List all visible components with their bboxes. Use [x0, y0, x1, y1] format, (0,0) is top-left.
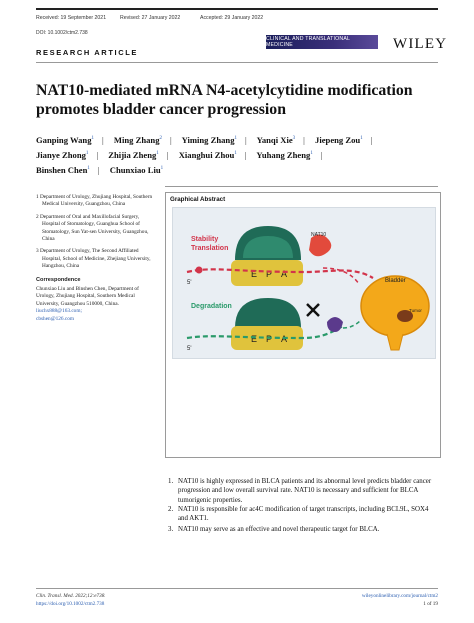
author-list — [36, 132, 438, 177]
svg-text:NAT10: NAT10 — [311, 232, 327, 238]
author-name[interactable]: Xianghui Zhou — [178, 149, 235, 160]
site-label: P — [266, 334, 273, 344]
key-point-text: NAT10 is responsible for ac4C modification of target transcripts, including BCL9L, SOX4 and AKT1. — [178, 506, 429, 523]
header-divider — [36, 62, 438, 63]
author-separator: | — [370, 134, 373, 145]
translation-label: Translation — [191, 245, 229, 252]
affiliation-2: 2 Department of Oral and Maxillofacial Surgery, Hospital of Stomatology, Guanghua School of Stomatology, Sun Yat-sen University, Guangzhou, China — [36, 213, 149, 243]
author-separator: | — [320, 149, 323, 160]
author-name[interactable]: Ganping Wang — [36, 134, 92, 145]
citation-text: Clin. Transl. Med. 2022;12:e738. — [36, 593, 106, 599]
key-point-text: NAT10 is highly expressed in BLCA patients and its abnormal level predicts bladder cancer progression and low overall survival rate. NAT10 is necessary and sufficient for BLCA tumorigenic properties. — [178, 478, 432, 504]
site-label: A — [281, 269, 288, 279]
graphical-abstract-illustration — [173, 208, 435, 358]
affiliation-marker: 1 — [360, 136, 363, 141]
affiliation-marker: 1 — [234, 136, 238, 141]
key-point-number: 1. — [168, 478, 174, 485]
affiliation-marker: 1 — [91, 136, 94, 141]
site-label: E — [251, 269, 258, 279]
key-point-number: 2. — [168, 506, 174, 513]
affiliations-column — [36, 194, 154, 323]
author-separator: | — [102, 134, 104, 145]
author-separator: | — [303, 134, 305, 145]
footer-divider — [36, 588, 438, 589]
author-name[interactable]: Jiepeng Zou — [315, 134, 361, 145]
author-name[interactable]: Yanqi Xie — [256, 134, 293, 145]
article-type: RESEARCH ARTICLE — [36, 48, 138, 57]
footer-right — [338, 592, 438, 608]
doi[interactable]: DOI: 10.1002/ctm2.738 — [36, 30, 88, 36]
affiliation-1: 1 Department of Urology, Zhujiang Hospital, Southern Medical University, Guangzhou, China — [36, 194, 153, 208]
accepted-date: Accepted: 29 January 2022 — [200, 15, 264, 21]
author-separator: | — [170, 134, 172, 145]
graphical-abstract-figure — [172, 207, 436, 359]
email-link-1[interactable]: liuchx888@163.com; — [36, 308, 82, 315]
email-link-2[interactable]: cbshen@126.com — [36, 315, 74, 322]
ac4c-mark-icon — [196, 267, 203, 274]
author-name[interactable]: Zhijia Zheng — [108, 149, 157, 160]
author-separator: | — [96, 149, 99, 160]
affiliation-marker: 1 — [85, 150, 89, 156]
tumor-label: Tumor — [409, 308, 422, 313]
footer-citation — [36, 592, 106, 608]
author-name[interactable]: Yiming Zhang — [181, 134, 235, 145]
key-point-text: NAT10 may serve as an effective and novel therapeutic target for BLCA. — [178, 526, 380, 533]
doi-link[interactable]: https://doi.org/10.1002/ctm2.738 — [36, 601, 105, 607]
affiliation-3: 3 Department of Urology, The Second Affiliated Hospital, School of Medicine, Zhejiang University, Hangzhou, China — [36, 248, 151, 270]
degradation-label: Degradation — [191, 303, 232, 310]
five-prime-label: 5' — [187, 346, 192, 352]
affiliation-marker: 1 — [160, 165, 164, 171]
affiliation-marker: 1 — [310, 150, 313, 156]
correspondence-heading: Correspondence — [36, 276, 81, 283]
author-separator: | — [166, 149, 169, 160]
received-date: Received: 19 September 2021 — [36, 15, 107, 21]
author-separator: | — [97, 164, 100, 175]
author-separator: | — [244, 149, 247, 160]
author-name[interactable]: Binshen Chen — [36, 164, 88, 175]
site-label: A — [281, 334, 288, 344]
affiliation-marker: 2 — [159, 136, 162, 141]
author-name[interactable]: Chunxiao Liu — [109, 164, 161, 175]
paper-title: NAT10-mediated mRNA N4-acetylcytidine modification promotes bladder cancer progression — [36, 82, 413, 118]
journal-banner: CLINICAL AND TRANSLATIONAL MEDICINE — [266, 35, 378, 49]
journal-site-link[interactable]: wileyonlinelibrary.com/journal/ctm2 — [361, 593, 438, 599]
affiliation-marker: 3 — [292, 136, 296, 141]
key-point-number: 3. — [168, 526, 174, 533]
site-label: P — [266, 269, 273, 279]
publisher-logo: WILEY — [393, 36, 448, 52]
page-number: 1 of 19 — [423, 601, 438, 607]
stability-label: Stability — [191, 236, 219, 243]
dates-bar — [36, 8, 438, 24]
bladder-label: Bladder — [385, 278, 406, 284]
site-label: E — [251, 334, 258, 344]
affiliation-marker: 1 — [156, 150, 159, 156]
author-name[interactable]: Ming Zhang — [113, 134, 160, 145]
revised-date: Revised: 27 January 2022 — [120, 15, 181, 21]
author-name[interactable]: Jianye Zhong — [36, 149, 86, 160]
author-name[interactable]: Yuhang Zheng — [256, 149, 311, 160]
graphical-abstract-box — [165, 192, 441, 458]
affiliation-marker: 1 — [234, 150, 237, 156]
author-separator: | — [245, 134, 247, 145]
abstract-top-rule — [165, 186, 438, 187]
five-prime-label: 5' — [187, 280, 192, 286]
affiliation-marker: 1 — [87, 165, 90, 171]
graphical-abstract-heading: Graphical Abstract — [170, 196, 226, 203]
correspondence-body: Chunxiao Liu and Binshen Chen, Department of Urology, Zhujiang Hospital, Southern Medical University, Guangzhou 510000, China. — [36, 286, 139, 307]
